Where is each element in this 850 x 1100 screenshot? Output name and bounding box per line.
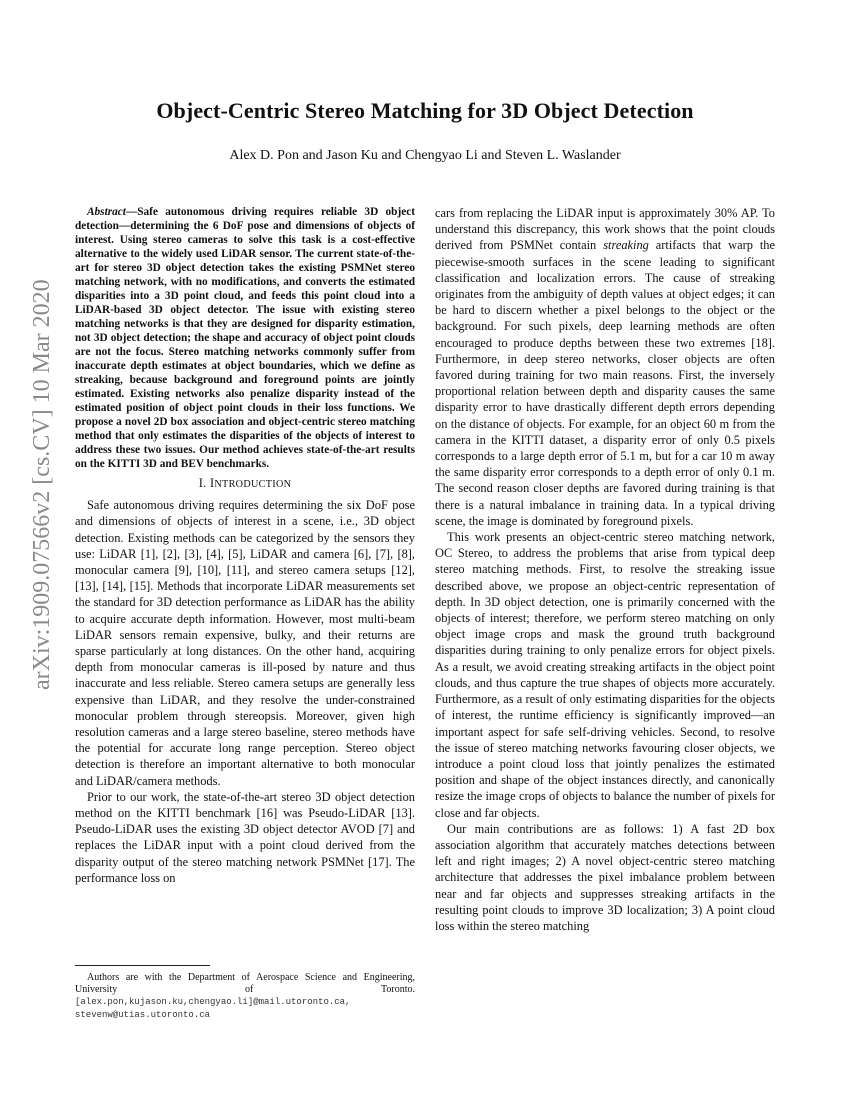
intro-paragraph-2: Prior to our work, the state-of-the-art stereo 3D object detection method on the KITTI benchmark [16] was Pseudo-LiDAR [13]. Pseudo-LiDAR uses the existing 3D object detector AVOD [7] and replaces the LiDAR input with a point cloud derived from the disparity output of the stereo matching network PSMNet [17]. The performance loss on xyxy=(75,789,415,885)
intro-paragraph-oc-stereo: This work presents an object-centric stereo matching network, OC Stereo, to address the problems that arise from typical deep stereo matching methods. First, to resolve the streaking issue described above, we propose an object-centric representation of depth. In 3D object detection, one is primarily concerned with the objects of interest; therefore, we perform stereo matching on only object image crops and mask the ground truth background disparities during training to only penalize errors for object pixels. As a result, we avoid creating streaking artifacts in the object point clouds, and thus capture the true shapes of objects more accurately. Furthermore, as a result of only estimating disparities for the objects of interest, the runtime efficiency is significantly improved—an important aspect for safe self-driving vehicles. Second, to resolve the issue of stereo matching networks favouring closer objects, we introduce a point cloud loss that jointly penalizes the estimated position and shape of the object instances directly, and canonically resize the image crops of objects to balance the number of pixels for close and far objects. xyxy=(435,530,775,820)
section-heading-introduction xyxy=(75,475,415,493)
footnote-rule xyxy=(75,965,210,966)
footnote-emails-2: stevenw@utias.utoronto.ca xyxy=(75,1009,211,1020)
intro-paragraph-1: Safe autonomous driving requires determining the six DoF pose and dimensions of objects of interest in a scene, i.e., 3D object detection. Existing methods can be categorized by the sensors they use: LiDAR [1], [2], [3], [4], [5], LiDAR and camera [6], [7], [8], monocular camera [9], [10], [11], and stereo camera setups [12], [13], [14], [15]. Methods that incorporate LiDAR measurements set the standard for 3D detection performance as LiDAR has the ability to acquire accurate depth information. However, most multi-beam LiDAR sensors remain expensive, bulky, and their returns are sparse particularly at long distances. On the other hand, acquiring depth from monocular cameras is ill-posed by nature and thus inaccurate and less reliable. Stereo camera setups are generally less expensive than LiDAR, and they resolve the under-constrained monocular problem through stereopsis. Moreover, given high resolution cameras and a large stereo baseline, stereo methods have the potential for accurate long range perception. Stereo object detection is therefore an important alternative to both monocular and LiDAR/camera methods. xyxy=(75,498,415,788)
author-affiliation-footnote xyxy=(75,972,415,1021)
paper-title: Object-Centric Stereo Matching for 3D Object Detection xyxy=(156,98,694,123)
author-list: Alex D. Pon and Jason Ku and Chengyao Li and Steven L. Waslander xyxy=(229,148,621,163)
section-numeral: I. xyxy=(198,476,207,490)
abstract-dash: — xyxy=(125,206,138,218)
footnote-emails-1: [alex.pon,kujason.ku,chengyao.li]@mail.utoronto.ca, xyxy=(75,997,351,1008)
abstract-text: Safe autonomous driving requires reliable 3D object detection—determining the 6 DoF pose and dimensions of objects of interest. Using stereo cameras to solve this task is a cost-effective alternative to the widely used LiDAR sensor. The current state-of-the-art for stereo 3D object detection takes the existing PSMNet stereo matching network, with no modifications, and converts the estimated disparities into a 3D point cloud, and feeds this point cloud into a LiDAR-based 3D object detector. The issue with existing stereo matching networks is that they are designed for disparity estimation, not 3D object detection; the shape and accuracy of object point clouds are not the focus. Stereo matching networks commonly suffer from inaccurate depth estimates at object boundaries, which we define as streaking, because background and foreground points are jointly estimated. Existing networks also penalize disparity instead of the estimated position of object point clouds in their loss functions. We propose a novel 2D box association and object-centric stereo matching method that only estimates the disparities of the objects of interest to address these two issues. Our method achieves state-of-the-art results on the KITTI 3D and BEV benchmarks. xyxy=(75,206,415,470)
emphasis-streaking: streaking xyxy=(603,238,649,253)
arxiv-identifier-stamp: arXiv:1909.07566v2 [cs.CV] 10 Mar 2020 xyxy=(29,279,55,690)
left-column xyxy=(75,205,415,886)
paragraph-text: cars from replacing the LiDAR input is approximately 30% AP. To understand this discrepancy, this work shows that the point clouds derived from PSMNet contain xyxy=(435,206,775,253)
footnote-text: Authors are with the Department of Aerospace Science and Engineering, University of Toronto. xyxy=(75,972,415,996)
intro-paragraph-contributions: Our main contributions are as follows: 1) A fast 2D box association algorithm that accurately matches detections between left and right images; 2) A novel object-centric stereo matching architecture that addresses the pixel imbalance problem between near and far objects and suppresses streaking artifacts in the resulting point clouds to improve 3D localization; 3) A point cloud loss within the stereo matching xyxy=(435,821,775,933)
section-heading-initial: I xyxy=(209,476,215,490)
section-heading-rest: NTRODUCTION xyxy=(214,479,292,490)
paragraph-text: artifacts that warp the piecewise-smooth surfaces in the scene leading to significant classification and localization errors. The cause of streaking originates from the ambiguity of depth values at object edges; it can be hard to discern whether a pixel belongs to the object or the background. For such pixels, deep learning methods are often encouraged to produce depths between these two extremes [18]. Furthermore, in deep stereo networks, closer objects are often favored during training for two main reasons. First, the inversely proportional relation between depth and disparity causes the same disparity error to have drastically different depth errors depending on the distance of objects. For example, for an object 60 m from the camera in the KITTI dataset, a disparity error of only 0.5 pixels corresponds to a large depth error of 5.1 m, but for a car 10 m away the same disparity error corresponds to a depth error of only 0.1 m. The second reason closer depths are favored during training is that there is a natural imbalance in training data. In a typical driving scene, the image is dominated by foreground pixels. xyxy=(435,238,776,528)
abstract-label: Abstract xyxy=(87,206,126,218)
intro-paragraph-continued xyxy=(435,205,775,529)
right-column xyxy=(435,205,775,934)
abstract xyxy=(75,205,415,471)
